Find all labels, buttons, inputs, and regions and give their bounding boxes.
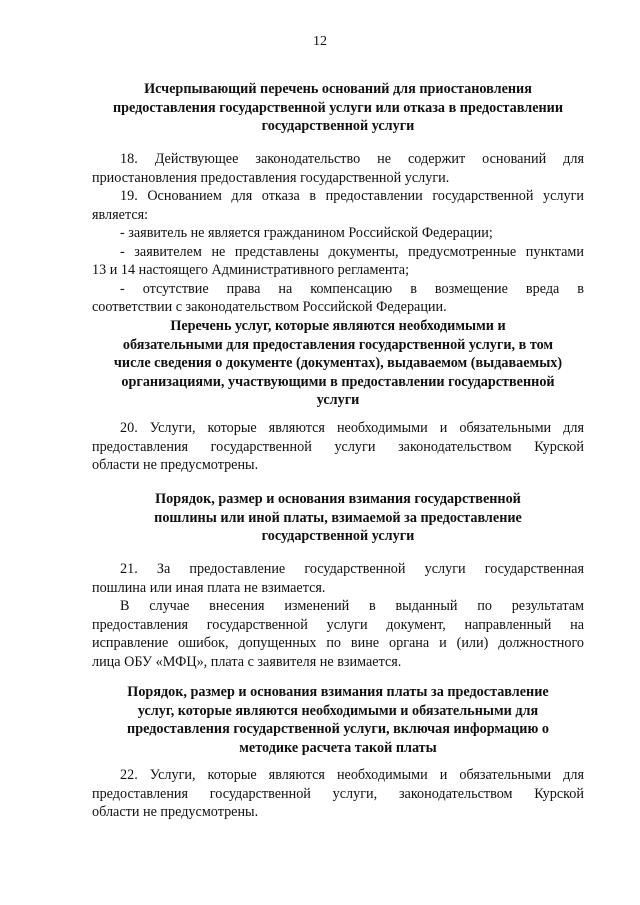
heading-line: Порядок, размер и основания взимания платы за предоставление [127,684,549,700]
paragraph-line: 22. Услуги, которые являются необходимыми и обязательными для [120,767,584,783]
paragraph-line: предоставления государственной услуги законодательством Курской [92,438,584,455]
paragraph-line: 21. За предоставление государственной услуги государственная [120,561,584,577]
paragraph-21 [92,560,584,671]
section-heading-suspension-grounds [92,80,584,136]
paragraph-line: 19. Основанием для отказа в предоставлении государственной услуги [120,188,584,204]
paragraph-20 [92,419,584,475]
paragraph-line: лица ОБУ «МФЦ», плата с заявителя не взимается. [92,653,402,670]
heading-line: Исчерпывающий перечень оснований для приостановления [144,81,532,97]
paragraph-line: предоставления государственной услуги, законодательством Курской [92,785,584,802]
heading-line: услуг, которые являются необходимыми и обязательными для [137,702,539,719]
paragraph-line: приостановления предоставления государственной услуги. [92,169,450,186]
heading-line: пошлины или иной платы, взимаемой за предоставление [154,509,522,526]
paragraph-22 [92,766,584,822]
section-heading-fee-for-necessary-services [92,683,584,757]
heading-line: методике расчета такой платы [239,739,437,756]
paragraph-line: соответствии с законодательством Российской Федерации. [92,299,447,315]
heading-line: предоставления государственной услуги, включая информацию о [127,721,549,737]
paragraph-line: 13 и 14 настоящего Административного регламента; [92,262,410,278]
heading-line: Порядок, размер и основания взимания государственной [155,491,521,507]
paragraph-18 [92,150,584,187]
list-item: - отсутствие права на компенсацию в возмещение вреда в [120,280,584,297]
heading-line: Перечень услуг, которые являются необходимыми и [170,318,506,334]
page-number: 12 [313,34,327,49]
list-item: - заявитель не является гражданином Российской Федерации; [120,225,493,241]
heading-line: государственной услуги [261,528,415,544]
heading-line: организациями, участвующими в предоставлении государственной [121,373,555,390]
paragraph-19 [92,187,584,317]
heading-line: обязательными для предоставления государственной услуги, в том [122,336,554,353]
paragraph-line: 18. Действующее законодательство не содержит оснований для [120,151,584,167]
paragraph-line: является: [92,206,149,223]
paragraph-line: области не предусмотрены. [92,804,259,820]
list-item: - заявителем не представлены документы, предусмотренные пунктами [120,243,584,260]
heading-line: услуги [316,392,360,408]
paragraph-line: 20. Услуги, которые являются необходимыми и обязательными для [120,420,584,436]
heading-line: государственной услуги [261,118,415,134]
paragraph-line: исправление ошибок, допущенных по вине органа и (или) должностного [92,635,584,651]
paragraph-line: области не предусмотрены. [92,457,259,473]
paragraph-line: В случае внесения изменений в выданный по результатам [120,598,584,614]
heading-line: предоставления государственной услуги или отказа в предоставлении [112,99,564,116]
section-heading-necessary-services [92,317,584,410]
paragraph-line: пошлина или иная плата не взимается. [92,579,326,596]
heading-line: числе сведения о документе (документах), выдаваемом (выдаваемых) [113,355,563,371]
paragraph-line: предоставления государственной услуги документ, направленный на [92,616,584,633]
section-heading-state-duty [92,490,584,546]
